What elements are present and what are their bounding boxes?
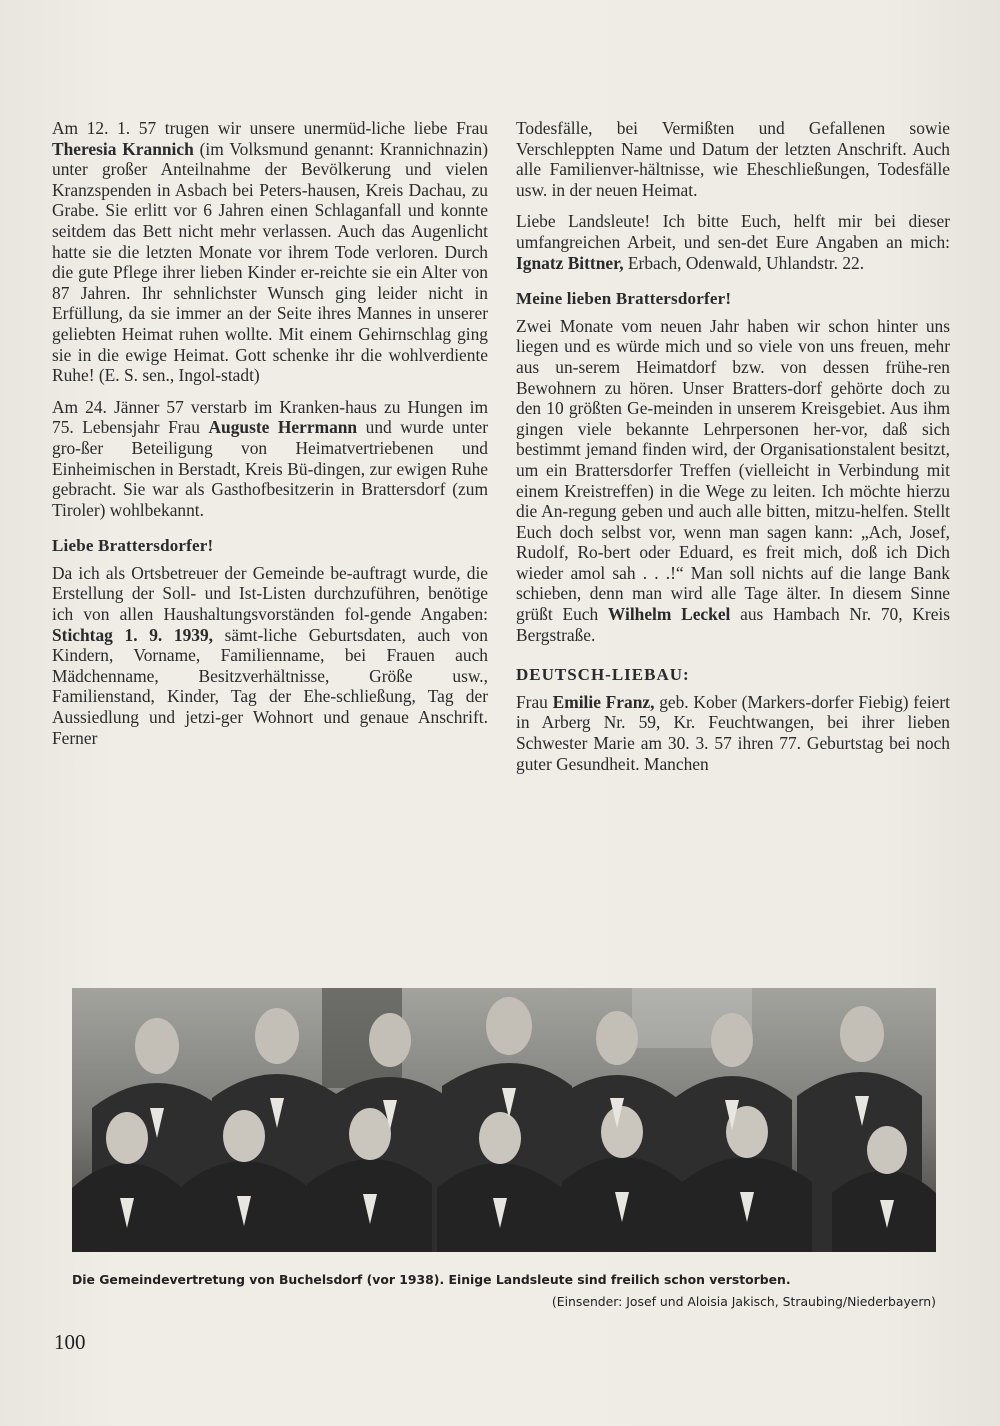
paragraph-text: sämt-liche Geburtsdaten, auch von Kindern, Vorname, Familienname, bei Frauen auch Mädchenname, Besitzverhältnisse, Größe usw., Familienstand, Kinder, Tag der Ehe-schließung, Tag der Aussiedlung und jetzi-ger Wohnort und genaue Anschrift. Ferner [52, 624, 488, 748]
obituary-herrmann [52, 397, 488, 521]
paragraph-text: (im Volksmund genannt: Krannichnazin) unter großer Anteilnahme der Bevölkerung und vielen Kranzspenden in Asbach bei Peters-hausen, Kreis Dachau, zu Grabe. Sie erlitt vor 6 Jahren einen Schlaganfall und konnte seitdem das Bett nicht mehr verlassen. Auch das Augenlicht hatte sie die letzten Monate vor ihrem Tode verloren. Durch die gute Pflege ihrer lieben Kinder er-reichte sie ein Alter von 87 Jahren. Ihr sehnlichster Wunsch ging leider nicht in Erfüllung, da sie immer an der Seite ihres Mannes in unserer geliebten Heimat ruhen wollte. Mit einem Gehirnschlag ging sie in die ewige Heimat. Gott schenke ihr die wohlverdiente Ruhe! (E. S. sen., Ingol-stadt) [52, 138, 489, 386]
person-name: Ignatz Bittner, [516, 252, 624, 273]
right-column [516, 118, 950, 785]
paragraph-text: Zwei Monate vom neuen Jahr haben wir schon hinter uns liegen und es würde mich und so viele von uns freuen, mehr aus un-serem Heimatdorf bzw. von dessen frühe-ren Bewohnern zu hören. Unser Bratters-dorf gehörte doch zu den 10 größten Ge-meinden in unserem Kreisgebiet. Aus ihm gingen viele bekannte Lehrpersonen her-vor, daß sich bestimmt jemand finden wird, der Organisationstalent besitzt, um ein Brattersdorfer Treffen (vielleicht in Verbindung mit einem Kreistreffen) in die Wege zu leiten. Ich möchte hierzu die An-regung geben und auch alle bitten, mitzu-helfen. Stellt Euch doch selbst vor, wenn man sagen kann: „Ach, Josef, Rudolf, Ro-bert oder Eduard, es freit mich, doß ich Dich wieder amol sah . . .!“ Man soll nichts auf die lange Bank schieben, denn man wird alle Tage älter. In diesem Sinne grüßt Euch [516, 315, 950, 625]
group-photo-illustration [72, 988, 936, 1252]
paragraph-text: Da ich als Ortsbetreuer der Gemeinde be-auftragt wurde, die Erstellung der Soll- und Ist-Listen durchzuführen, benötige ich von allen Haushaltungsvorständen fol-gende Angaben: [52, 562, 488, 625]
paragraph-text: Frau [516, 691, 553, 712]
stichtag-date: Stichtag 1. 9. 1939, [52, 624, 214, 645]
paragraph-text: und wurde unter gro-ßer Beteiligung von Heimatvertriebenen und Einheimischen in Berstadt, Kreis Bü-dingen, zur ewigen Ruhe gebracht. Sie war als Gasthofbesitzerin in Brattersdorf (zum Tiroler) wohlbekannt. [52, 417, 488, 520]
heading-deutsch-liebau: DEUTSCH-LIEBAU: [516, 665, 690, 685]
paragraph-text: Erbach, Odenwald, Uhlandstr. 22. [623, 252, 865, 273]
paragraph-text: Liebe Landsleute! Ich bitte Euch, helft mir bei dieser umfangreichen Arbeit, und sen-det Eure Angaben an mich: [516, 211, 950, 252]
appeal-paragraph [516, 211, 950, 273]
person-name: Theresia Krannich [52, 138, 194, 159]
heading-meine-lieben-brattersdorfer: Meine lieben Brattersdorfer! [516, 289, 732, 309]
paragraph-text: Am 24. Jänner 57 verstarb im Kranken-haus zu Hungen im 75. Lebensjahr Frau [52, 396, 488, 438]
photo-credit: (Einsender: Josef und Aloisia Jakisch, Straubing/Niederbayern) [551, 1294, 936, 1309]
person-name: Auguste Herrmann [208, 417, 358, 438]
photo-caption: Die Gemeindevertretung von Buchelsdorf (vor 1938). Einige Landsleute sind freilich schon verstorben. [72, 1272, 791, 1287]
continued-paragraph: Todesfälle, bei Vermißten und Gefallenen sowie Verschleppten Name und Datum der letzten Anschrift. Auch alle Familienver-hältnisse, wie Eheschließungen, Todesfälle usw. in der neuen Heimat. [516, 118, 950, 200]
paragraph-text: Am 12. 1. 57 trugen wir unsere unermüd-liche liebe Frau [52, 118, 488, 138]
meeting-paragraph [516, 316, 950, 646]
group-photo [72, 988, 936, 1252]
paragraph-text: aus Hambach Nr. 70, Kreis Bergstraße. [516, 604, 951, 645]
left-column [52, 118, 488, 759]
paragraph-text: geb. Kober (Markers-dorfer Fiebig) feiert in Arberg Nr. 59, Kr. Feuchtwangen, bei ihrer lieben Schwester Marie am 30. 3. 57 ihren 77. Geburtstag bei noch guter Gesundheit. Manchen [516, 691, 950, 774]
person-name: Wilhelm Leckel [607, 604, 731, 625]
heading-liebe-brattersdorfer: Liebe Brattersdorfer! [52, 536, 214, 556]
page-number: 100 [54, 1330, 86, 1354]
birthday-paragraph [516, 692, 950, 774]
request-paragraph [52, 563, 488, 748]
person-name: Emilie Franz, [552, 691, 655, 712]
obituary-krannich [52, 118, 488, 386]
